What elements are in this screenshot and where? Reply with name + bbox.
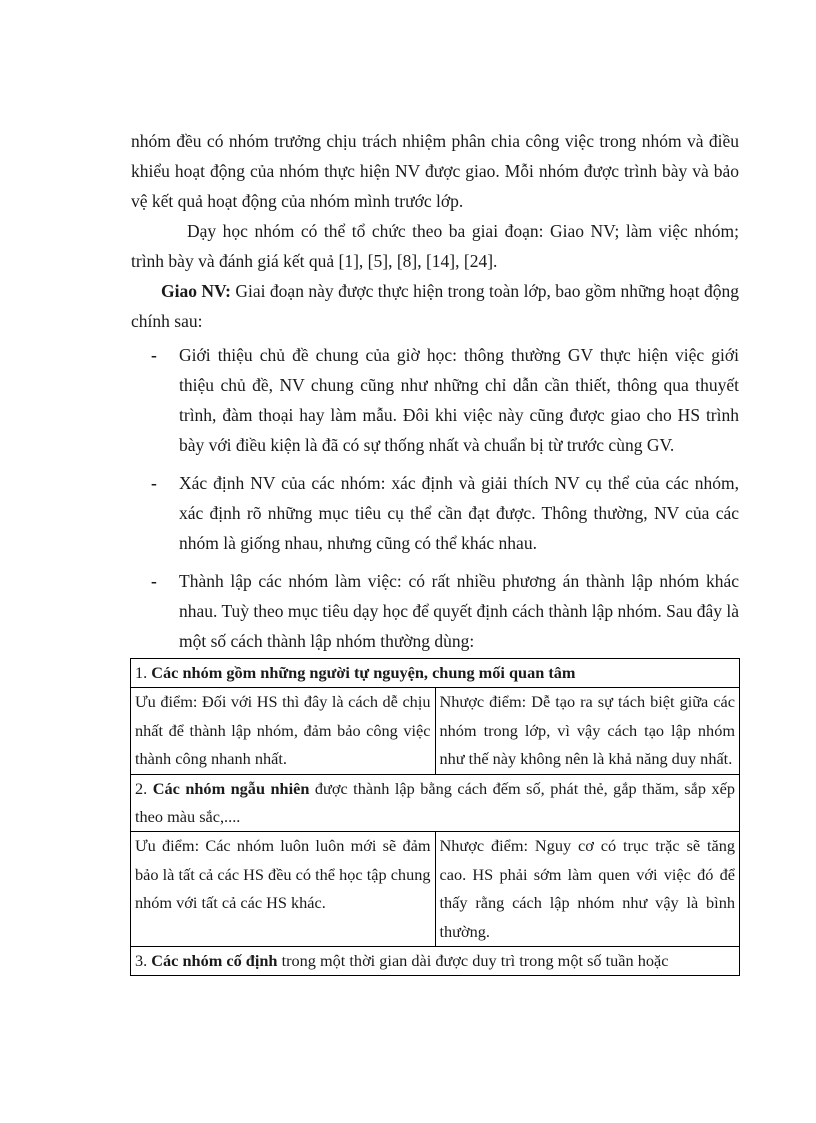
list-item-text: Giới thiệu chủ đề chung của giờ học: thông thường GV thực hiện việc giới thiệu chủ đề, NV chung cũng như những chỉ dẫn cần thiết, thông qua thuyết trình, đàm thoại hay làm mẫu. Đôi khi việc này cũng được giao cho HS trình bày với điều kiện là đã có sự thống nhất và chuẩn bị từ trước cùng GV. bbox=[179, 345, 739, 455]
grouping-methods-table bbox=[130, 658, 740, 976]
table-cell-cons-1: Nhược điểm: Dễ tạo ra sự tách biệt giữa các nhóm trong lớp, vì vậy cách tạo lập nhóm như thế này không nên là khả năng duy nhất. bbox=[435, 688, 740, 774]
bullet-marker: - bbox=[151, 571, 157, 591]
table-row bbox=[131, 947, 740, 976]
heading-title: Các nhóm gồm những người tự nguyện, chung mối quan tâm bbox=[151, 663, 576, 682]
table-row bbox=[131, 688, 740, 774]
heading-number: 1. bbox=[135, 663, 152, 682]
table-cell-heading-1 bbox=[131, 659, 740, 688]
bullet-marker: - bbox=[151, 345, 157, 365]
paragraph-2: Dạy học nhóm có thể tổ chức theo ba giai đoạn: Giao NV; làm việc nhóm; trình bày và đánh giá kết quả [1], [5], [8], [14], [24]. bbox=[131, 221, 739, 271]
bullet-list bbox=[131, 340, 739, 656]
heading-number: 3. bbox=[135, 951, 152, 971]
list-item bbox=[131, 340, 739, 460]
table-cell-heading-3 bbox=[131, 947, 740, 976]
list-item bbox=[131, 566, 739, 656]
table-cell-cons-2: Nhược điểm: Nguy cơ có trục trặc sẽ tăng cao. HS phải sớm làm quen với việc đó để thấy rằng cách lập nhóm như vậy là bình thường. bbox=[435, 832, 740, 947]
paragraph-1: nhóm đều có nhóm trưởng chịu trách nhiệm phân chia công việc trong nhóm và điều khiểu hoạt động của nhóm thực hiện NV được giao. Mỗi nhóm được trình bày và bảo vệ kết quả hoạt động của nhóm mình trước lớp. bbox=[131, 131, 739, 211]
paragraph-3-heading: Giao NV: bbox=[161, 281, 231, 301]
heading-text: được thành lập bằng cách đếm số, phát thẻ, gắp thăm, sắp xếp theo màu sắc,.... bbox=[135, 778, 735, 827]
table-cell-pros-1: Ưu điểm: Đối với HS thì đây là cách dễ chịu nhất để thành lập nhóm, đảm bảo công việc thành công nhanh nhất. bbox=[131, 688, 436, 774]
paragraph-3 bbox=[131, 276, 739, 336]
table-cell-heading-2 bbox=[131, 774, 740, 832]
table-cell-pros-2: Ưu điểm: Các nhóm luôn luôn mới sẽ đảm bảo là tất cả các HS đều có thể học tập chung nhóm với tất cả các HS khác. bbox=[131, 832, 436, 947]
heading-title: Các nhóm ngẫu nhiên bbox=[152, 778, 310, 798]
table-row bbox=[131, 832, 740, 947]
page-content bbox=[131, 126, 739, 976]
list-item-text: Thành lập các nhóm làm việc: có rất nhiều phương án thành lập nhóm khác nhau. Tuỳ theo mục tiêu dạy học để quyết định cách thành lập nhóm. Sau đây là một số cách thành lập nhóm thường dùng: bbox=[179, 571, 739, 651]
bullet-marker: - bbox=[151, 473, 157, 493]
table-row bbox=[131, 774, 740, 832]
paragraph-3-text: Giai đoạn này được thực hiện trong toàn lớp, bao gồm những hoạt động chính sau: bbox=[131, 281, 740, 331]
table-row bbox=[131, 659, 740, 688]
list-item bbox=[131, 468, 739, 558]
heading-number: 2. bbox=[135, 778, 153, 798]
heading-title: Các nhóm cố định bbox=[151, 951, 278, 971]
heading-text: trong một thời gian dài được duy trì trong một số tuần hoặc bbox=[277, 951, 669, 971]
list-item-text: Xác định NV của các nhóm: xác định và giải thích NV cụ thể của các nhóm, xác định rõ những mục tiêu cụ thể cần đạt được. Thông thường, NV của các nhóm là giống nhau, nhưng cũng có thể khác nhau. bbox=[179, 473, 739, 553]
